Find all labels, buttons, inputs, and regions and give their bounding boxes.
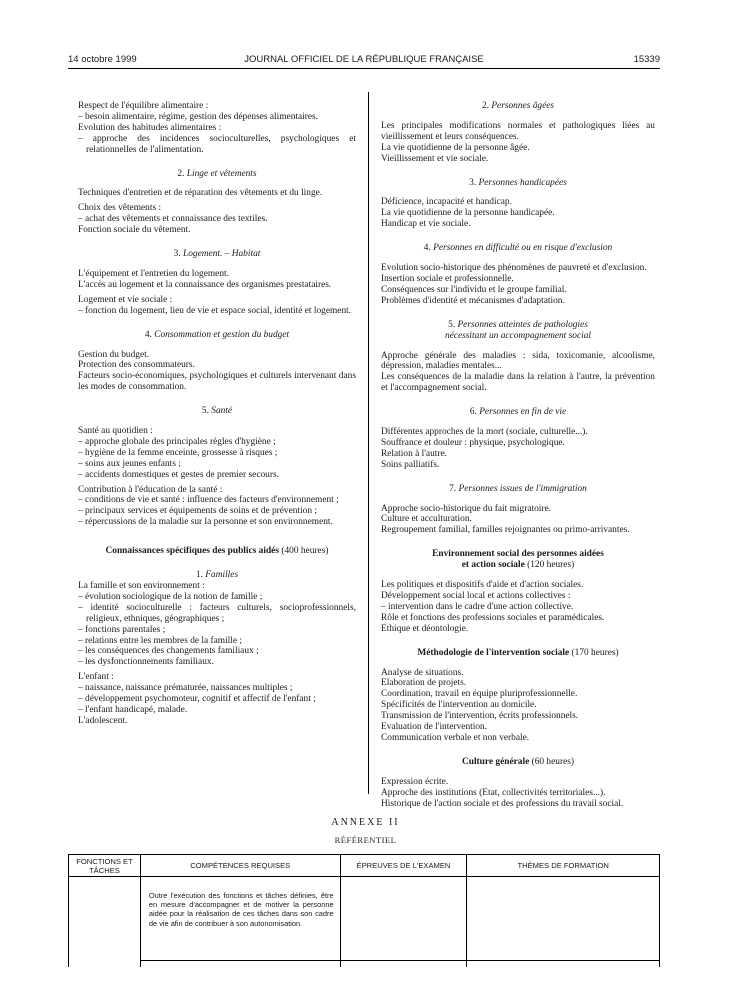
section-heading-linge: 2. Linge et vêtements bbox=[177, 168, 257, 179]
left-column bbox=[78, 101, 356, 727]
table-header-epreuves: ÉPREUVES DE L'EXAMEN bbox=[340, 855, 467, 877]
paragraph: L'accès au logement et la connaissance des organismes prestataires. bbox=[78, 279, 332, 290]
paragraph: Approche des institutions (Etat, collectivités territoriales...). bbox=[381, 787, 606, 798]
section-heading-exclusion: 4. Personnes en difficulté ou en risque d'exclusion bbox=[423, 243, 613, 254]
section-heading-fin-de-vie: 6. Personnes en fin de vie bbox=[469, 407, 567, 418]
paragraph: Culture et acculturation. bbox=[381, 514, 472, 525]
list-item: – principaux services et équipements de soins et de prévention ; bbox=[78, 506, 317, 517]
paragraph: Analyse de situations. bbox=[381, 667, 464, 678]
list-item: – développement psychomoteur, cognitif et affectif de l'enfant ; bbox=[78, 694, 316, 705]
list-item: – achat des vêtements et connaissance des textiles. bbox=[78, 214, 268, 225]
paragraph: Evaluation de l'intervention. bbox=[381, 722, 488, 733]
paragraph: Souffrance et douleur : physique, psychologique. bbox=[381, 437, 565, 448]
paragraph: Historique de l'action sociale et des professions du travail social. bbox=[381, 798, 624, 809]
paragraph: Logement et vie sociale : bbox=[78, 294, 173, 305]
header-page-number: 15339 bbox=[633, 54, 660, 65]
section-heading-familles: 1. Familles bbox=[195, 570, 239, 581]
paragraph: Déficience, incapacité et handicap. bbox=[381, 197, 512, 208]
competence-text: Outre l'exécution des fonctions et tâches définies, être en mesure d'accompagner et de motiver la personne aidée pour la réalisation de ces tâches dans son cadre de vie afin de contribuer à son autonomisation. bbox=[148, 891, 334, 928]
paragraph: La vie quotidienne de la personne âgée. bbox=[381, 142, 530, 153]
list-item: – l'enfant handicapé, malade. bbox=[78, 704, 188, 715]
list-item: – les conséquences des changements familiaux ; bbox=[78, 646, 259, 657]
list-item: – soins aux jeunes enfants ; bbox=[78, 458, 181, 469]
paragraph: L'équipement et l'entretien du logement. bbox=[78, 268, 229, 279]
paragraph: Les principales modifications normales et pathologiques liées au vieillissement et leurs conséquences. bbox=[381, 120, 655, 142]
paragraph: Les conséquences de la maladie dans la relation à l'autre, la prévention et l'accompagnement social. bbox=[381, 372, 655, 394]
paragraph: Problèmes d'identité et mécanismes d'adaptation. bbox=[381, 295, 565, 306]
paragraph: Fonction sociale du vêtement. bbox=[78, 225, 191, 236]
table-cell bbox=[467, 877, 660, 968]
table-cell bbox=[140, 877, 340, 968]
list-item: – fonctions parentales ; bbox=[78, 624, 166, 635]
list-item: – les dysfonctionnements familiaux. bbox=[78, 657, 214, 668]
table-header-themes: THÈMES DE FORMATION bbox=[467, 855, 660, 877]
list-item: – répercussions de la maladie sur la personne et son environnement. bbox=[78, 517, 333, 528]
paragraph: Evolution des habitudes alimentaires : bbox=[78, 122, 222, 133]
paragraph: Développement social local et actions collectives : bbox=[381, 591, 571, 601]
list-item: – approche globale des principales règles d'hygiène ; bbox=[78, 436, 276, 447]
table-cell bbox=[340, 877, 467, 968]
paragraph: Transmission de l'intervention, écrits professionnels. bbox=[381, 711, 579, 722]
section-heading-sante: 5. Santé bbox=[201, 406, 233, 417]
list-item: – intervention dans le cadre d'une action collective. bbox=[381, 601, 574, 612]
section-heading-methodologie: Méthodologie de l'intervention sociale (170 heures) bbox=[417, 647, 619, 658]
paragraph: Gestion du budget. bbox=[78, 349, 150, 360]
paragraph: Regroupement familial, familles rejoignantes ou primo-arrivantes. bbox=[381, 525, 630, 536]
paragraph: Protection des consommateurs. bbox=[78, 360, 195, 371]
list-item: – conditions de vie et santé : influence des facteurs d'environnement ; bbox=[78, 495, 339, 506]
paragraph: L'adolescent. bbox=[78, 715, 128, 726]
paragraph: Contribution à l'éducation de la santé : bbox=[78, 484, 223, 495]
list-item: – accidents domestiques et gestes de premier secours. bbox=[78, 469, 279, 480]
paragraph: Expression écrite. bbox=[381, 776, 449, 787]
paragraph: Relation à l'autre. bbox=[381, 448, 447, 459]
list-item: – naissance, naissance prématurée, naissances multiples ; bbox=[78, 683, 293, 694]
paragraph: Coordination, travail en équipe pluriprofessionnelle. bbox=[381, 689, 578, 700]
paragraph: Elaboration de projets. bbox=[381, 678, 467, 689]
paragraph: Choix des vêtements : bbox=[78, 203, 162, 214]
section-heading-culture: Culture générale (60 heures) bbox=[461, 756, 575, 767]
paragraph: Conséquences sur l'individu et le groupe familial. bbox=[381, 284, 567, 295]
list-item: – évolution sociologique de la notion de famille ; bbox=[78, 591, 263, 602]
section-heading-environnement: Environnement social des personnes aidées et action sociale (120 heures) bbox=[432, 549, 604, 571]
paragraph: Soins palliatifs. bbox=[381, 459, 440, 470]
table-row-rule bbox=[140, 960, 660, 961]
section-heading-handicapees: 3. Personnes handicapées bbox=[469, 177, 567, 188]
table-cell bbox=[69, 877, 141, 968]
referential-table bbox=[68, 854, 660, 967]
header-rule bbox=[68, 68, 660, 69]
paragraph: Communication verbale et non verbale. bbox=[381, 732, 530, 743]
list-item: – identité socioculturelle : facteurs culturels, socioprofessionnels, religieux, ethniques, géographiques ; bbox=[78, 602, 356, 624]
paragraph: Evolution socio-historique des phénomènes de pauvreté et d'exclusion. bbox=[381, 263, 647, 274]
paragraph: Santé au quotidien : bbox=[78, 426, 153, 437]
section-heading-personnes-agees: 2. Personnes âgées bbox=[481, 101, 555, 111]
paragraph: Les politiques et dispositifs d'aide et d'action sociales. bbox=[381, 580, 584, 591]
table-header-competences: COMPÉTENCES REQUISES bbox=[140, 855, 340, 877]
paragraph: La vie quotidienne de la personne handicapée. bbox=[381, 208, 555, 219]
section-heading-logement: 3. Logement. – Habitat bbox=[173, 249, 261, 260]
table-row bbox=[69, 877, 660, 968]
paragraph: Approche socio-historique du fait migratoire. bbox=[381, 503, 552, 514]
paragraph: Rôle et fonctions des professions sociales et paramédicales. bbox=[381, 612, 605, 623]
list-item: – besoin alimentaire, régime, gestion des dépenses alimentaires. bbox=[78, 111, 319, 122]
section-heading-publics: Connaissances spécifiques des publics aidés (400 heures) bbox=[105, 546, 329, 557]
paragraph: Approche générale des maladies : sida, toxicomanie, alcoolisme, dépression, maladies mentales... bbox=[381, 350, 655, 372]
header-journal-title: JOURNAL OFFICIEL DE LA RÉPUBLIQUE FRANÇAISE bbox=[244, 54, 484, 65]
header-date: 14 octobre 1999 bbox=[68, 54, 137, 65]
list-item: – fonction du logement, lieu de vie et espace social, identité et logement. bbox=[78, 305, 352, 316]
paragraph: Facteurs socio-économiques, psychologiques et culturels intervenant dans les modes de consommation. bbox=[78, 371, 356, 393]
paragraph: Respect de l'équilibre alimentaire : bbox=[78, 101, 209, 111]
paragraph: Ethique et déontologie. bbox=[381, 623, 469, 634]
annex-title: ANNEXE II bbox=[331, 817, 400, 828]
paragraph: La famille et son environnement : bbox=[78, 581, 205, 591]
section-heading-immigration: 7. Personnes issues de l'immigration bbox=[449, 483, 587, 494]
list-item: – relations entre les membres de la famille ; bbox=[78, 635, 243, 646]
annex-subtitle: RÉFÉRENTIEL bbox=[334, 835, 397, 845]
paragraph: Différentes approches de la mort (sociale, culturelle...). bbox=[381, 427, 588, 438]
list-item: – approche des incidences socioculturelles, psychologiques et relationnelles de l'alimentation. bbox=[78, 133, 356, 155]
paragraph: Handicap et vie sociale. bbox=[381, 219, 471, 230]
paragraph: Spécificités de l'intervention au domicile. bbox=[381, 700, 537, 711]
right-column bbox=[381, 101, 655, 810]
paragraph: Techniques d'entretien et de réparation des vêtements et du linge. bbox=[78, 188, 323, 199]
table-header-fonctions: FONCTIONS ET TÂCHES bbox=[69, 855, 141, 877]
paragraph: Vieillissement et vie sociale. bbox=[381, 153, 489, 164]
column-divider bbox=[368, 92, 369, 794]
paragraph: Insertion sociale et professionnelle. bbox=[381, 273, 514, 284]
section-heading-consommation: 4. Consommation et gestion du budget bbox=[144, 329, 290, 340]
paragraph: L'enfant : bbox=[78, 672, 114, 683]
section-heading-pathologies: 5. Personnes atteintes de pathologies nécessitant un accompagnement social bbox=[444, 319, 592, 341]
list-item: – hygiène de la femme enceinte, grossesse à risques ; bbox=[78, 447, 278, 458]
